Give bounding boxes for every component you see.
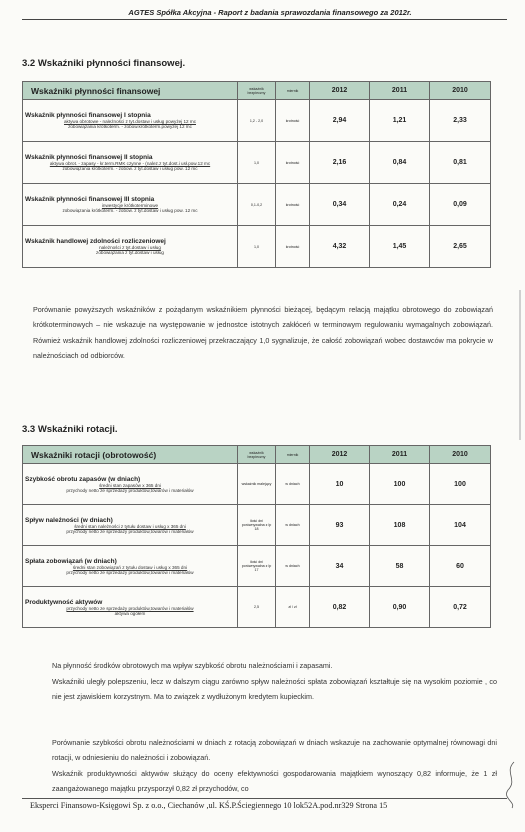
unit-value: krotność — [276, 184, 310, 226]
indicator-cell — [23, 505, 238, 546]
indicator-name: Wskaźnik płynności finansowej I stopnia — [25, 112, 151, 119]
value-2012: 0,82 — [310, 587, 370, 628]
unit-value: w dniach — [276, 505, 310, 546]
col-header-2010: 2010 — [430, 446, 491, 464]
unit-value: krotność — [276, 142, 310, 184]
page-footer: Eksperci Finansowo-Księgowi Sp. z o.o., Ciechanów ,ul. KŚ.P.Ściegiennego 10 lok52A.pod.nr329 Strona 15 — [30, 801, 388, 810]
formula-numerator: średni stan należności z tytułu dostaw i usług x 365 dni — [74, 523, 186, 529]
col-header-2010: 2010 — [430, 82, 491, 100]
unit-value: w dniach — [276, 464, 310, 505]
indicator-name: Szybkość obrotu zapasów (w dniach) — [25, 475, 141, 483]
rotation-paragraph-2: Wskaźniki uległy polepszeniu, lecz w dalszym ciągu zarówno spływ należności spłata zobowiązań kształtuje się na wysokim poziomie , co nie jest zjawiskiem korzystnym. Ma to związek z wydłużonym kredytem kupieckim. — [52, 677, 497, 702]
rotation-table — [22, 445, 491, 628]
value-2010: 0,72 — [430, 587, 491, 628]
value-2012: 2,16 — [310, 142, 370, 184]
formula-numerator: przychody netto ze sprzedaży produktów,towarów i materiałów — [66, 605, 194, 611]
rotation-paragraph-3: Porównanie szybkości obrotu należnościami w dniach z rotacją zobowiązań w dniach wskazuje na zachowanie optymalnej równowagi dni rotacji, w odniesieniu do należności i zobowiązań. — [52, 738, 497, 763]
value-2012: 0,34 — [310, 184, 370, 226]
col-header-unit: miernik — [276, 446, 310, 464]
table-header-row — [23, 446, 491, 464]
table-row — [23, 142, 491, 184]
col-header-2011: 2011 — [370, 446, 430, 464]
value-2010: 104 — [430, 505, 491, 546]
table-row — [23, 464, 491, 505]
formula-numerator: średni stan zobowiązań z tytułu dostaw i usług x 365 dni — [72, 564, 188, 570]
rotation-paragraph-4: Wskaźnik produktywności aktywów służący do oceny efektywności gospodarowania majątkiem wynoszący 0,82 informuje, że 1 zł zaangażowanego majątku przysporzył 0,82 zł przychodów, co — [52, 769, 497, 794]
optimal-value: wskaźnik malejący — [238, 464, 276, 505]
optimal-value: ilość dni porównywalna z lp 17 — [238, 546, 276, 587]
formula-numerator: aktywa obrot. - zapasy - kr.term.RMK czynne - (nalez.z tyt.dost.i usł.pow.12 mc — [49, 161, 211, 166]
value-2010: 2,65 — [430, 226, 491, 268]
indicator-cell — [23, 587, 238, 628]
indicator-cell — [23, 546, 238, 587]
value-2011: 58 — [370, 546, 430, 587]
value-2010: 100 — [430, 464, 491, 505]
formula-denominator: zobowiązania krótkoterm. - zobow. z tyt.dostaw i usług pow. 12 mc — [62, 166, 198, 171]
col-header-optimal: wskaźnik bezpieczny — [238, 82, 276, 100]
liquidity-table — [22, 81, 491, 268]
value-2012: 2,94 — [310, 100, 370, 142]
col-header-2012: 2012 — [310, 446, 370, 464]
unit-value: zł / zł — [276, 587, 310, 628]
indicator-cell — [23, 464, 238, 505]
formula-numerator: należności z tyt.dostaw i usług — [99, 245, 161, 250]
table-row — [23, 505, 491, 546]
formula-denominator: zobowiązania z tyt.dostaw i usług — [96, 250, 164, 255]
optimal-value: 1,0 — [238, 142, 276, 184]
header-rule — [22, 19, 507, 20]
indicator-name: Wskaźnik płynności finansowej II stopnia — [25, 154, 153, 161]
indicator-name: Produktywność aktywów — [25, 598, 103, 606]
value-2011: 0,90 — [370, 587, 430, 628]
col-header-optimal: wskaźnik bezpieczny — [238, 446, 276, 464]
indicator-cell — [23, 226, 238, 268]
formula-denominator: przychody netto ze sprzedaży produktów,towarów i materiałów — [66, 528, 194, 534]
optimal-value: 2,5 — [238, 587, 276, 628]
col-header-name: Wskaźniki rotacji (obrotowość) — [23, 446, 238, 464]
indicator-cell — [23, 184, 238, 226]
formula-denominator: przychody netto ze sprzedaży produktów,towarów i materiałów — [66, 487, 194, 493]
unit-value: krotność — [276, 100, 310, 142]
col-header-unit: miernik — [276, 82, 310, 100]
value-2011: 0,24 — [370, 184, 430, 226]
indicator-name: Wskaźnik płynności finansowej III stopnia — [25, 196, 155, 203]
col-header-2012: 2012 — [310, 82, 370, 100]
running-header: AGTES Spółka Akcyjna - Raport z badania sprawozdania finansowego za 2012r. — [128, 8, 412, 17]
unit-value: krotność — [276, 226, 310, 268]
table-row — [23, 226, 491, 268]
liquidity-commentary: Porównanie powyższych wskaźników z pożądanym wskaźnikiem płynności bieżącej, będącym relacją majątku obrotowego do zobowiązań krótkoterminowych – nie wskazuje na występowanie w jednostce istotnych zakłóceń w terminowym regulowaniu wymagalnych zobowiązań. Również wskaźnik handlowej zdolności rozliczeniowej przekraczający 1,0 sygnalizuje, że całość zobowiązań wobec dostawców ma pokrycie w należnościach od odbiorców. — [33, 305, 493, 360]
formula-numerator: inwestycje krótkoterminowe — [101, 203, 159, 208]
table-row — [23, 546, 491, 587]
optimal-value: 0,1-0,2 — [238, 184, 276, 226]
value-2010: 0,81 — [430, 142, 491, 184]
optimal-value: 1,0 — [238, 226, 276, 268]
value-2011: 1,45 — [370, 226, 430, 268]
optimal-value: 1,2 - 2,0 — [238, 100, 276, 142]
value-2012: 4,32 — [310, 226, 370, 268]
value-2011: 100 — [370, 464, 430, 505]
table-row — [23, 100, 491, 142]
value-2011: 0,84 — [370, 142, 430, 184]
unit-value: w dniach — [276, 546, 310, 587]
indicator-name: Wskaźnik handlowej zdolności rozliczeniowej — [25, 238, 166, 245]
formula-denominator: aktywa ogółem — [114, 610, 146, 616]
indicator-cell — [23, 142, 238, 184]
value-2012: 34 — [310, 546, 370, 587]
formula-numerator: aktywa obrotowe - należności z tyt.dostaw i usług powyżej 12 mc — [63, 119, 196, 124]
footer-rule — [22, 798, 507, 799]
scan-edge-shadow — [519, 290, 521, 440]
value-2012: 10 — [310, 464, 370, 505]
value-2010: 2,33 — [430, 100, 491, 142]
indicator-name: Spływ należności (w dniach) — [25, 516, 113, 524]
formula-numerator: średni stan zapasów x 365 dni — [99, 482, 161, 488]
signature-mark — [500, 760, 520, 810]
formula-denominator: zobowiązania krótkoterm. - zobow. z tyt.dostaw i usług pow. 12 mc — [62, 208, 198, 213]
value-2010: 60 — [430, 546, 491, 587]
value-2011: 1,21 — [370, 100, 430, 142]
section-heading-liquidity: 3.2 Wskaźniki płynności finansowej. — [22, 58, 186, 69]
table-header-row — [23, 82, 491, 100]
col-header-2011: 2011 — [370, 82, 430, 100]
section-heading-rotation: 3.3 Wskaźniki rotacji. — [22, 424, 118, 435]
value-2011: 108 — [370, 505, 430, 546]
indicator-cell — [23, 100, 238, 142]
table-row — [23, 184, 491, 226]
formula-denominator: zobowiązania krótkoterm. - zobow.krótkoterm.powyżej 12 mc — [68, 124, 192, 129]
formula-denominator: przychody netto ze sprzedaży produktów,towarów i materiałów — [66, 569, 194, 575]
indicator-name: Spłata zobowiązań (w dniach) — [25, 557, 117, 565]
value-2010: 0,09 — [430, 184, 491, 226]
table-row — [23, 587, 491, 628]
rotation-paragraph-1: Na płynność środków obrotowych ma wpływ szybkość obrotu należnościami i zapasami. — [52, 661, 333, 670]
value-2012: 93 — [310, 505, 370, 546]
optimal-value: ilość dni porównywalna z lp 18 — [238, 505, 276, 546]
col-header-name: Wskaźniki płynności finansowej — [23, 82, 238, 100]
